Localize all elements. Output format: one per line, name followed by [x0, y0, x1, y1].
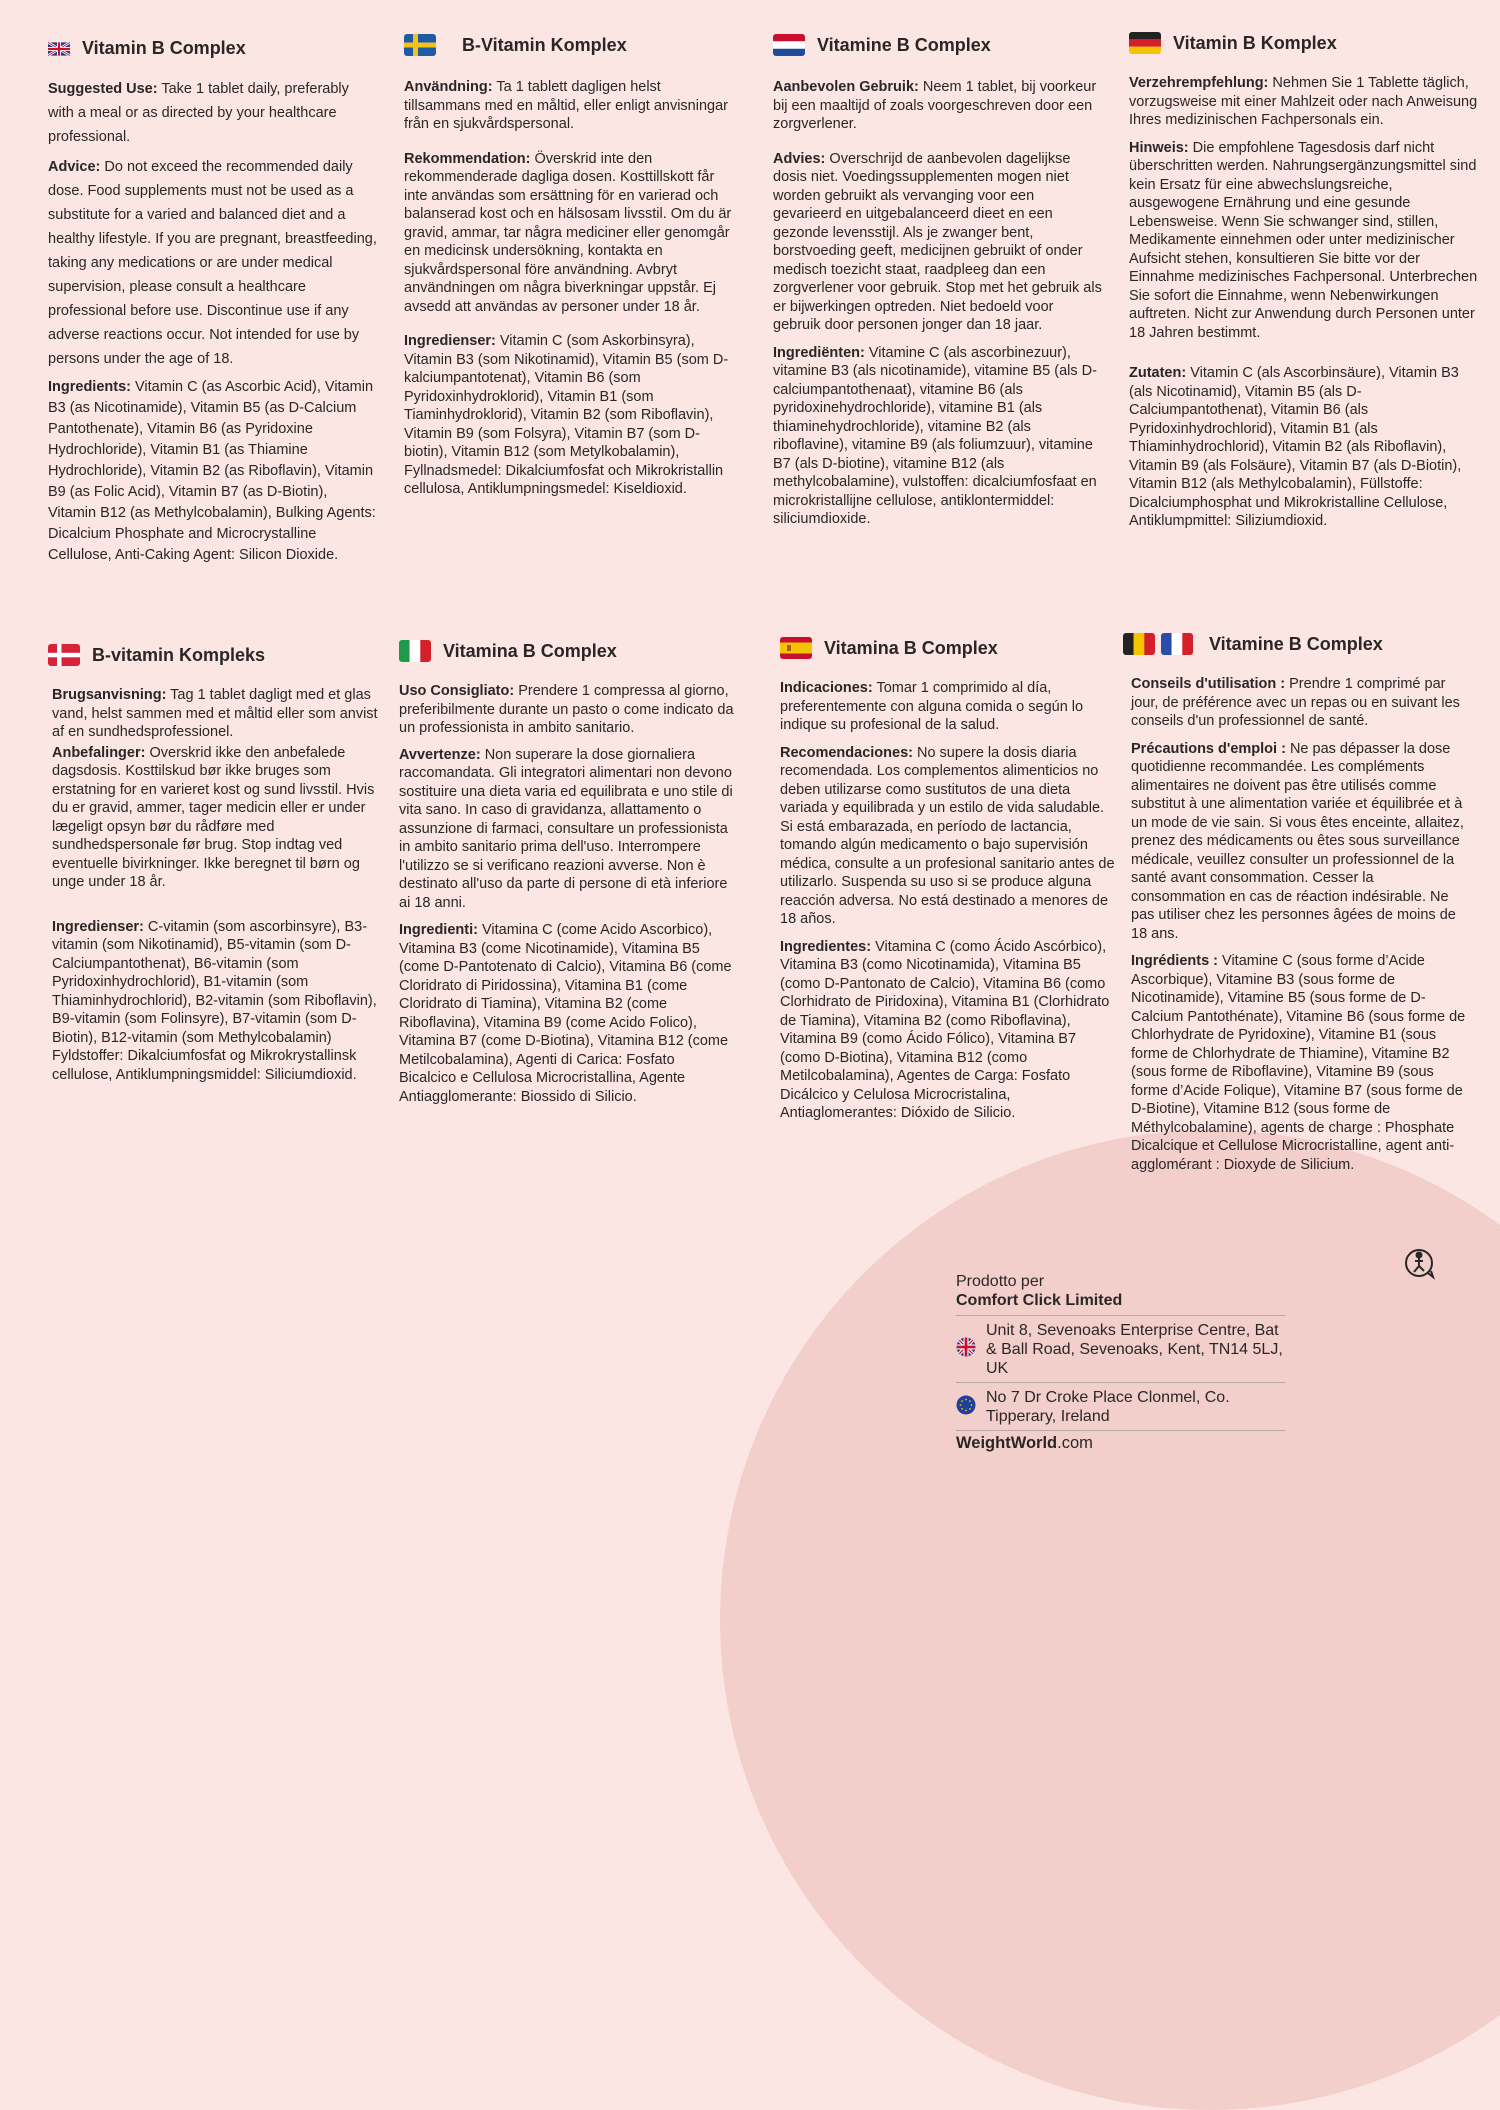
- title-text: Vitamine B Complex: [1209, 633, 1383, 654]
- advice-text: Advice: Do not exceed the recommended daily dose. Food supplements must not be used as a substitute for a varied and balanced diet and a healthy lifestyle. If you are pregnant, breastfeeding, taking any medications or are under medical supervision, please consult a healthcare professional before use. Discontinue use if any adverse reactions occur. Not intended for use by persons under the age of 18.: [48, 159, 377, 367]
- italy-flag-icon: [399, 640, 431, 662]
- ingredients-text: Ingredienti: Vitamina C (come Acido Ascorbico), Vitamina B3 (come Nicotinamide), Vitamina B5 (come D-Pantotenato di Calcio), Vitamina B6 (come Cloridrato di Piridossina), Vitamina B1 (come Cloridrato di Tiamina), Vitamina B2 (come Riboflavina), Vitamina B9 (come Acido Folico), Vitamina B7 (come D-Biotina), Vitamina B12 (come Metilcobalamina), Agenti di Carica: Fosfato Bicalcico e Cellulosa Microcristallina, Agente Antiagglomerante: Biossido di Silicio.: [399, 922, 732, 1105]
- usage-text: Aanbevolen Gebruik: Neem 1 tablet, bij voorkeur bij een maaltijd of zoals voorgeschreven door een zorgverlener.: [773, 79, 1097, 132]
- title-text: Vitamine B Complex: [817, 34, 991, 55]
- uk-flag-round-icon: [956, 1337, 976, 1362]
- advice-text: Advies: Overschrijd de aanbevolen dagelijkse dosis niet. Voedingssupplementen mogen niet worden gebruikt als vervanging voor een gevarieerd en uitgebalanceerd dieet en een gezonde levensstijl. Als je zwanger bent, borstvoeding geeft, medicijnen gebruikt of onder medisch toezicht staat, raadpleeg dan een zorgverlener voor gebruik. Stop met het gebruik als er bijwerkingen optreden. Niet bedoeld voor gebruik door personen jonger dan 18 jaar.: [773, 150, 1102, 333]
- ingredients-text: Ingrediënten: Vitamine C (als ascorbinezuur), vitamine B3 (als nicotinamide), vitamine B5 (als D-calciumpantothenaat), vitamine B6 (als pyridoxinehydrochloride), vitamine B1 (als thiaminehydrochloride), vitamine B2 (als riboflavine), vitamine B9 (als foliumzuur), vitamine B7 (als D-biotine), vitamine B12 (als methylcobalamine), vulstoffen: dicalciumfosfaat en microkristallijne cellulose, antiklontermiddel: siliciumdioxide.: [773, 344, 1097, 527]
- section-title-be-fr: [1123, 633, 1468, 655]
- eu-flag-icon: [956, 1395, 976, 1420]
- ingredients-text: Ingredients: Vitamin C (as Ascorbic Acid), Vitamin B3 (as Nicotinamide), Vitamin B5 (as D-Calcium Pantothenate), Vitamin B6 (as Pyridoxine Hydrochloride), Vitamin B1 (as Thiamine Hydrochloride), Vitamin B2 (as Riboflavin), Vitamin B9 (as Folic Acid), Vitamin B7 (as D-Biotin), Vitamin B12 (as Methylcobalamin), Bulking Agents: Dicalcium Phosphate and Microcrystalline Cellulose, Anti-Caking Agent: Silicon Dioxide.: [48, 379, 376, 563]
- title-text: B-vitamin Kompleks: [92, 644, 266, 665]
- eu-address: [956, 1383, 1286, 1431]
- section-title-it: [399, 640, 734, 662]
- section-nl: [773, 34, 1103, 538]
- website: WeightWorld.com: [956, 1434, 1093, 1452]
- germany-flag-icon: [1129, 32, 1161, 54]
- eu-address-text: No 7 Dr Croke Place Clonmel, Co. Tipperary, Ireland: [986, 1389, 1230, 1425]
- usage-text: Indicaciones: Tomar 1 comprimido al día, preferentemente con alguna comida o según lo indique su profesional de la salud.: [780, 680, 1084, 733]
- section-title-de: [1129, 32, 1481, 54]
- ingredients-text: Ingredienser: C-vitamin (som ascorbinsyre), B3-vitamin (som Nikotinamid), B5-vitamin (som D-Calciumpantothenat), B6-vitamin (som Pyridoxinhydrochlorid), B1-vitamin (som Thiaminhydrochlorid), B2-vitamin (som Riboflavin), B9-vitamin (som Folinsyre), B7-vitamin (som D-Biotin), B12-vitamin (som Methylcobalamin) Fyldstoffer: Dikalciumfosfat og Mikrokrystallinsk cellulose, Antiklumpningsmiddel: Siliciumdioxid.: [52, 918, 377, 1083]
- section-it: [399, 640, 734, 1115]
- section-se: [404, 34, 739, 508]
- belgium-france-flag-icon: [1123, 633, 1193, 655]
- advice-text: Rekommendation: Överskrid inte den rekommenderade dagliga dosen. Kosttillskott får inte användas som ersättning för en varierad och balanserad kost och en hälsosam livsstil. Om du är gravid, ammar, tar några mediciner eller genomgår en medicinsk undersökning, kontakta en sjukvårdspersonal före användning. Avbryt användningen om några biverkningar uppstår. Ej avsedd att användas av personer under 18 år.: [404, 150, 732, 315]
- section-uk: [48, 38, 378, 572]
- advice-text: Précautions d'emploi : Ne pas dépasser la dose quotidienne recommandée. Les compléments alimentaires ne doivent pas être utilisés comme substitut à une alimentation variée et équilibrée et à un mode de vie sain. Si vous êtes enceinte, allaitez, prenez des médicaments ou êtes sous surveillance médicale, veuillez consulter un professionnel de la santé avant consommation. Cesser la consommation en cas de réaction indésirable. Ne pas utiliser chez les personnes âgées de moins de 18 ans.: [1131, 740, 1464, 942]
- sweden-flag-icon: [404, 34, 436, 56]
- uk-address-text: Unit 8, Sevenoaks Enterprise Centre, Bat & Ball Road, Sevenoaks, Kent, TN14 5LJ, UK: [986, 1322, 1283, 1377]
- uk-address: [956, 1316, 1286, 1383]
- usage-text: Uso Consigliato: Prendere 1 compressa al giorno, preferibilmente durante un pasto o come indicato da un professionista in ambito sanitario.: [399, 683, 734, 736]
- ingredients-text: Ingredienser: Vitamin C (som Askorbinsyra), Vitamin B3 (som Nikotinamid), Vitamin B5 (som D-kalciumpantotenat), Vitamin B6 (som Pyridoxinhydroklorid), Vitamin B1 (som Tiaminhydroklorid), Vitamin B2 (som Riboflavin), Vitamin B9 (som Folsyra), Vitamin B7 (som D-biotin), Vitamin B12 (som Metylkobalamin), Fyllnadsmedel: Dikalciumfosfat och Mikrokristallin cellulosa, Antiklumpningsmedel: Kiseldioxid.: [404, 333, 729, 497]
- section-title-uk: [48, 38, 378, 59]
- denmark-flag-icon: [48, 644, 80, 666]
- ingredients-text: Ingrédients : Vitamine C (sous forme d’Acide Ascorbique), Vitamine B3 (sous forme de Nicotinamide), Vitamine B5 (sous forme de D-Calcium Pantothénate), Vitamine B6 (sous forme de Chlorhydrate de Pyridoxine), Vitamine B1 (sous forme de Chlorhydrate de Thiamine), Vitamine B2 (sous forme de Riboflavine), Vitamine B9 (sous forme d’Acide Folique), Vitamine B7 (sous forme de D-Biotine), Vitamine B12 (sous forme de Méthylcobalamine), agents de charge : Phosphate Dicalcique et Cellulose Microcristalline, agent anti-agglomérant : Dioxyde de Silicium.: [1131, 953, 1466, 1173]
- netherlands-flag-icon: [773, 34, 805, 56]
- title-text: Vitamin B Komplex: [1173, 32, 1337, 53]
- made-for-label: Prodotto per: [956, 1273, 1045, 1290]
- advice-text: Hinweis: Die empfohlene Tagesdosis darf nicht überschritten werden. Nahrungsergänzungsmittel sind kein Ersatz für eine abwechslungsreiche, ausgewogene Ernährung und eine gesunde Lebensweise. Wenn Sie schwanger sind, stillen, Medikamente einnehmen oder unter medizinischer Aufsicht stehen, konsultieren Sie bitte vor der Einnahme medizinisches Fachpersonal. Unterbrechen Sie sofort die Einnahme, wenn Nebenwirkungen auftreten. Nicht zur Anwendung durch Personen unter 18 Jahren bestimmt.: [1129, 139, 1478, 341]
- section-es: [780, 637, 1118, 1132]
- title-text: Vitamin B Complex: [82, 38, 246, 58]
- section-title-se: [404, 34, 739, 56]
- title-text: B-Vitamin Komplex: [462, 34, 627, 55]
- section-title-nl: [773, 34, 1103, 56]
- section-dk: [48, 644, 383, 1093]
- section-be-fr: [1123, 633, 1468, 1183]
- usage-text: Brugsanvisning: Tag 1 tablet dagligt med et glas vand, helst sammen med et måltid eller som anvist af en sundhedsprofessionel.: [52, 687, 378, 740]
- ingredients-text: Zutaten: Vitamin C (als Ascorbinsäure), Vitamin B3 (als Nicotinamid), Vitamin B5 (als D-Calciumpantothenat), Vitamin B6 (als Pyridoxinhydrochlorid), Vitamin B1 (als Thiaminhydrochlorid), Vitamin B2 (als Riboflavin), Vitamin B9 (als Folsäure), Vitamin B7 (als D-Biotin), Vitamin B12 (als Methylcobalamin), Füllstoffe: Dicalciumphosphat und Mikrokristalline Cellulose, Antiklumpmittel: Siliziumdioxid.: [1129, 365, 1462, 529]
- title-text: Vitamina B Complex: [824, 637, 998, 658]
- usage-text: Användning: Ta 1 tablett dagligen helst tillsammans med en måltid, eller enligt anvisningar från en sjukvårdspersonal.: [404, 79, 728, 132]
- section-title-dk: [48, 644, 383, 666]
- section-title-es: [780, 637, 1118, 659]
- advice-text: Avvertenze: Non superare la dose giornaliera raccomandata. Gli integratori alimentari non devono sostituire una dieta varia ed equilibrata e uno stile di vita sano. In caso di gravidanza, allattamento o assunzione di farmaci, consultare un professionista in ambito sanitario prima dell'uso. Interrompere l'utilizzo se si verificano reazioni avverse. Non è destinato all'uso da parte di persone di età inferiore ai 18 anni.: [399, 746, 733, 911]
- suggested-use-text: Suggested Use: Take 1 tablet daily, preferably with a meal or as directed by your healthcare professional.: [48, 81, 349, 145]
- usage-text: Conseils d'utilisation : Prendre 1 comprimé par jour, de préférence avec un repas ou en suivant les conseils d'un professionnel de santé.: [1131, 676, 1460, 729]
- manufacturer-info: [956, 1272, 1286, 1453]
- uk-flag-icon: [48, 42, 70, 56]
- usage-text: Verzehrempfehlung: Nehmen Sie 1 Tablette täglich, vorzugsweise mit einer Mahlzeit oder nach Anweisung Ihres medizinischen Fachpersonals ein.: [1129, 75, 1478, 128]
- title-text: Vitamina B Complex: [443, 640, 617, 661]
- recycle-icon: [1402, 1246, 1438, 1287]
- advice-text: Anbefalinger: Overskrid ikke den anbefalede dagsdosis. Kosttilskud bør ikke bruges som erstatning for en varieret kost og sund livsstil. Hvis du er gravid, ammer, tager medicin eller er under lægeligt opsyn bør du rådføre med sundhedspersonale før brug. Stop indtag ved eventuelle bivirkninger. Ikke beregnet til børn og unge under 18 år.: [52, 744, 375, 890]
- spain-flag-icon: [780, 637, 812, 659]
- section-de: [1129, 32, 1481, 540]
- advice-text: Recomendaciones: No supere la dosis diaria recomendada. Los complementos alimenticios no deben utilizarse como sustitutos de una dieta variada y equilibrada y un estilo de vida saludable. Si está embarazada, en período de lactancia, tomando algún medicamento o bajo supervisión médica, consulte a un profesional sanitario antes de utilizarlo. Suspenda su uso si se produce alguna reacción adversa. No está destinado a menores de 18 años.: [780, 744, 1115, 927]
- company-name: Comfort Click Limited: [956, 1291, 1286, 1316]
- ingredients-text: Ingredientes: Vitamina C (como Ácido Ascórbico), Vitamina B3 (como Nicotinamida), Vitamina B5 (como D-Pantonato de Calcio), Vitamina B6 (como Clorhidrato de Piridoxina), Vitamina B1 (Clorhidrato de Tiamina), Vitamina B2 (como Riboflavina), Vitamina B9 (como Ácido Fólico), Vitamina B7 (como D-Biotina), Vitamina B12 (como Metilcobalamina), Agentes de Carga: Fosfato Dicálcico y Celulosa Microcristalina, Antiaglomerantes: Dióxido de Silicio.: [780, 938, 1110, 1121]
